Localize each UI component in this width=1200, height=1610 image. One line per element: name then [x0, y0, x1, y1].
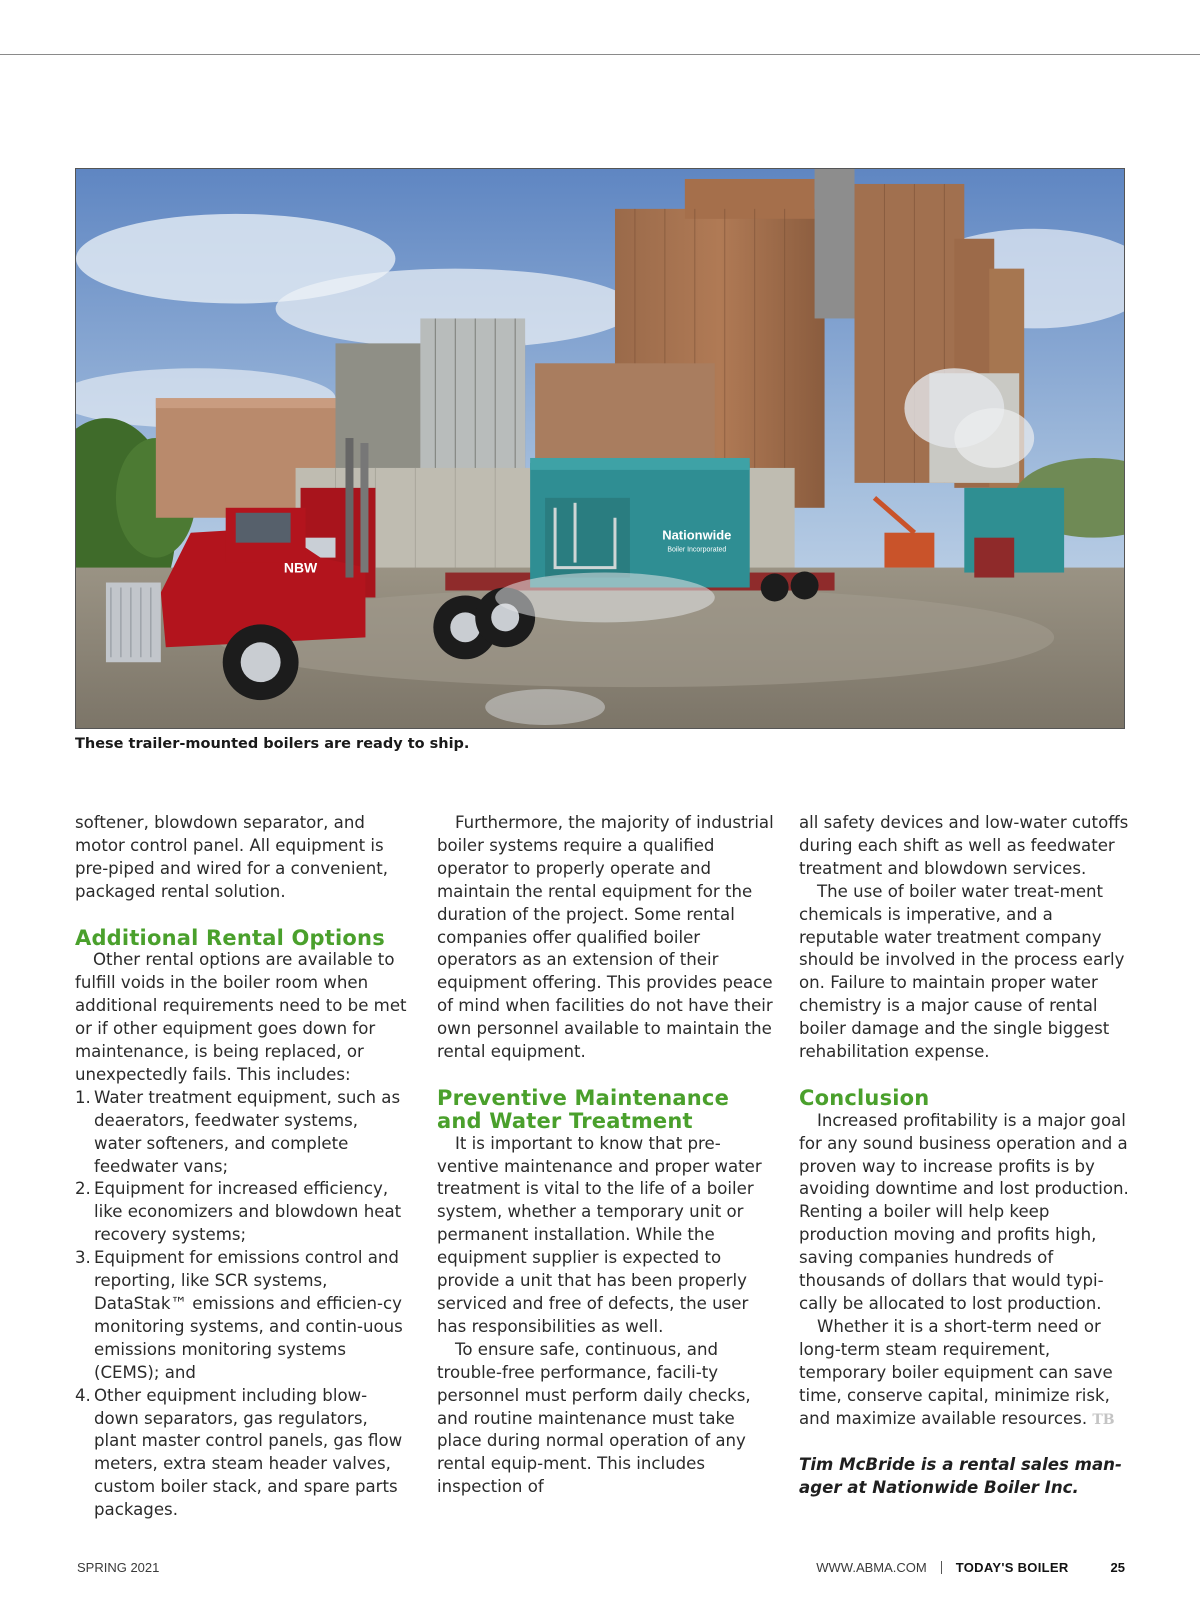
boiler-brand-subtext: Boiler Incorporated [667, 546, 727, 554]
col2-paragraph-1: Furthermore, the majority of industrial boiler systems require a qualified operator to properly operate and maintain the rental equipment for the duration of the project. Some rental companies offer qualified boiler operators as an extension of their equipment offering. This provides peace of mind when facilities do not have their own personnel available to maintain the rental equipment. [437, 813, 774, 1062]
col2-paragraph-2: It is important to know that pre-ventive maintenance and proper water treatment is vital to the life of a boiler system, whether a temporary unit or permanent installation. While the equipment supplier is expected to provide a unit that has been properly serviced and free of defects, the user has responsibilities as well. [437, 1133, 762, 1336]
truck-logo-text: NBW [283, 559, 318, 576]
article-column-3 [799, 812, 1129, 1500]
heading-conclusion: Conclusion [799, 1085, 930, 1110]
footer-divider [941, 1561, 942, 1574]
rental-options-list [75, 1087, 410, 1522]
article-column-2 [437, 812, 777, 1499]
list-item: 1. Water treatment equipment, such as deaerators, feedwater systems, water softeners, and complete feedwater vans; [75, 1087, 401, 1176]
col3-paragraph-2: The use of boiler water treat-ment chemicals is imperative, and a reputable water treatment company should be involved in the process early on. Failure to maintain proper water chemistry is a major cause of rental boiler damage and the single biggest rehabilitation expense. [799, 881, 1125, 1062]
col1-intro-paragraph: softener, blowdown separator, and motor control panel. All equipment is pre-piped and wired for a convenient, packaged rental solution. [75, 813, 389, 901]
magazine-title: TODAY'S BOILER [955, 1560, 1069, 1575]
heading-preventive-maintenance: Preventive Maintenance and Water Treatment [437, 1085, 730, 1133]
article-column-1 [75, 812, 410, 1522]
page-footer [75, 1560, 1125, 1580]
top-rule [0, 54, 1200, 55]
issue-label: SPRING 2021 [77, 1560, 160, 1575]
list-item: 4. Other equipment including blow-down separators, gas regulators, plant master control panels, gas flow meters, extra steam header valves, custom boiler stack, and spare parts packages. [75, 1385, 403, 1520]
author-bio: Tim McBride is a rental sales man-ager at Nationwide Boiler Inc. [799, 1455, 1122, 1498]
col3-paragraph-3: Increased profitability is a major goal for any sound business operation and a proven way to increase profits is by avoiding downtime and lost production. Renting a boiler will help keep production moving and profits high, saving companies hundreds of thousands of dollars that would typi-cally be allocated to lost production. [799, 1110, 1129, 1314]
col2-paragraph-3: To ensure safe, continuous, and trouble-free performance, facili-ty personnel must perform daily checks, and routine maintenance must take place during normal operation of any rental equip-ment. This includes inspection of [437, 1339, 751, 1497]
page-number: 25 [1110, 1560, 1125, 1575]
photo-caption: These trailer-mounted boilers are ready to ship. [75, 736, 470, 752]
col3-paragraph-1: all safety devices and low-water cutoffs during each shift as well as feedwater treatment and blowdown services. [799, 813, 1129, 878]
col1-body-paragraph: Other rental options are available to fulfill voids in the boiler room when additional requirements need to be met or if other equipment goes down for maintenance, is being replaced, or unexpectedly fails. This includes: [75, 950, 407, 1084]
end-mark: TB [1092, 1411, 1115, 1428]
boiler-brand-text: Nationwide [662, 527, 732, 543]
col3-paragraph-4: Whether it is a short-term need or long-term steam requirement, temporary boiler equipment can save time, conserve capital, minimize risk, and maximize available resources. TB [799, 1316, 1115, 1428]
boiler-trailer-photo [75, 168, 1125, 729]
website-link[interactable]: WWW.ABMA.COM [816, 1560, 927, 1575]
list-item: 2. Equipment for increased efficiency, like economizers and blowdown heat recovery systems; [75, 1179, 402, 1245]
list-item: 3. Equipment for emissions control and reporting, like SCR systems, DataStak™ emissions and efficien-cy monitoring systems, and contin-uous emissions monitoring systems (CEMS); and [75, 1248, 403, 1382]
heading-additional-rental-options: Additional Rental Options [75, 925, 385, 950]
